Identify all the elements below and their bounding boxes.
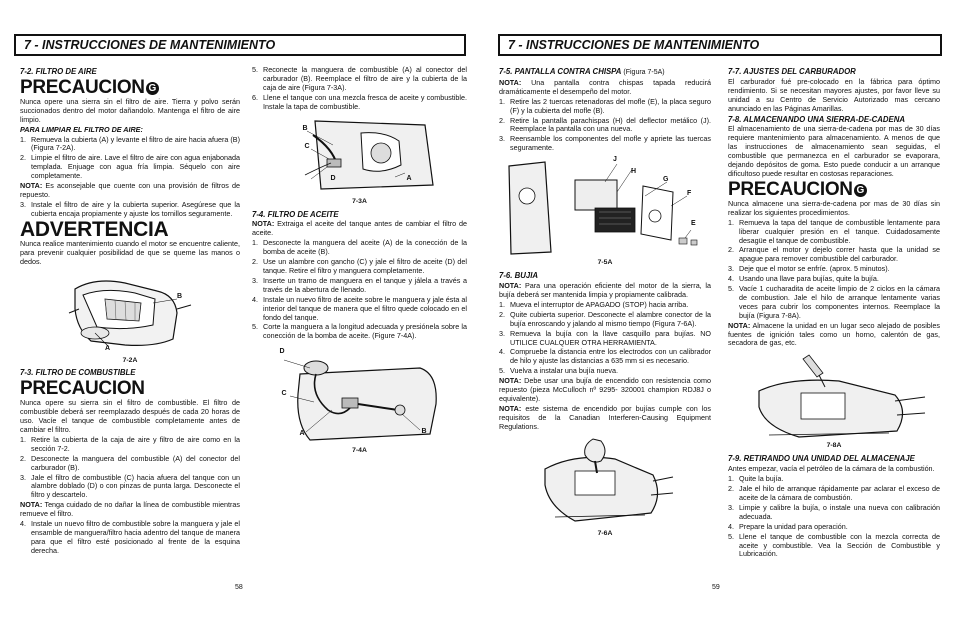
paragraph: El almacenamiento de una sierra-de-cadena por mas de 30 días requiere mantenimiento para almacenamiento. A menos de que las instrucciones de almacenamiento sean seguidas, el combustible que permanezca en el carburador se evaporara, dejando depósitos de goma. Esto puede conducir a un arranque dificultoso puede resultar en costosas reparaciones. bbox=[728, 124, 940, 178]
heading-7-2: 7-2. FILTRO DE AIRE bbox=[20, 67, 97, 76]
figure-caption: 7-8A bbox=[826, 442, 842, 450]
spark-plug-removal-illustration bbox=[535, 435, 675, 529]
paragraph: Nunca opere su sierra sin el filtro de combustible. El filtro de combustible deberá ser reemplazado después de cada 20 horas de uso. Vacíe el tanque de combustible completamente antes de cambiar el filtro. bbox=[20, 398, 240, 435]
steps-list bbox=[20, 201, 240, 219]
column-1 bbox=[20, 66, 240, 557]
steps-list bbox=[499, 301, 711, 376]
note: NOTA: Extraiga el aceite del tanque antes de cambiar el filtro de aceite. bbox=[252, 219, 467, 238]
steps-list bbox=[728, 219, 940, 321]
paragraph: El carburador fué pre-colocado en la fábrica para óptimo rendimiento. Si se necesitan mayores ajustes, por favor lleve su unidad a su Centro de Servicio Autorizado mas cercano anunciado en las Páginas Amarillas. bbox=[728, 76, 940, 113]
paragraph: Nunca almacene una sierra-de-cadena por mas de 30 días sin realizar los siguientes procedimientos. bbox=[728, 198, 940, 217]
callout-label: J bbox=[613, 156, 617, 164]
callout-label: A bbox=[406, 174, 412, 182]
callout-label: C bbox=[304, 142, 310, 150]
right-page bbox=[477, 0, 954, 618]
list-item: 1. Retire la cubierta de la caja de aire y filtro de aire como en la sección 7-2. bbox=[20, 434, 240, 453]
note: NOTA: Para una operación eficiente del motor de la sierra, la bujía deberá ser mantenida limpia y propiamente calibrada. bbox=[499, 281, 711, 299]
callout-label: C bbox=[281, 390, 287, 398]
list-item: 3. Remueva la bujía con la llave casquillo para bujías. NO UTILICE CUALQUER OTRA HERRAMIENTA. bbox=[499, 328, 711, 347]
section-banner: 7 - INSTRUCCIONES DE MANTENIMIENTO bbox=[14, 34, 466, 56]
list-item: 2. Arranque el motor y dejelo correr hasta que la unidad se apague para remover combustible del carburador. bbox=[728, 245, 940, 264]
list-item: 5. Corte la manguera a la longitud adecuada y presiónela sobre la conección de la bomba de aceite. (Figure 7-4A). bbox=[252, 322, 467, 341]
callout-label: H bbox=[631, 168, 637, 176]
note: NOTA: Una pantalla contra chispas tapada reducirá dramáticamente el desempeño del motor. bbox=[499, 77, 711, 96]
list-item: 6. Llene el tanque con una mezcla fresca de aceite y combustible. Instale la tapa de combustible. bbox=[252, 92, 467, 111]
list-item: 2. Jale el hilo de arranque rápidamente par aclarar el exceso de aceite de la cámara de combustión. bbox=[728, 484, 940, 502]
list-item: 2. Retire la pantalla parachispas (H) del deflector metálico (J). Reemplace la pantalla con una nueva. bbox=[499, 115, 711, 134]
list-item: 2. Quite cubierta superior. Desconecte el alambre conector de la bujía enroscando y jalando al mismo tiempo (Figura 7-6A). bbox=[499, 309, 711, 328]
list-item: 3. Deje que el motor se enfríe. (aprox. 5 minutos). bbox=[728, 264, 890, 274]
list-item: 4. Instale un nuevo filtro de combustible sobre la manguera y jale el ensamble de manguera/filtro hacia adentro del tanque de manera para que el filtro esté posicionado al frente de la esquina derecha. bbox=[20, 519, 240, 555]
heading-7-7: 7-7. AJUSTES DEL CARBURADOR bbox=[728, 67, 856, 76]
list-item: 4. Compruebe la distancia entre los electrodos con un calibrador de hilo y ajuste las distancias a 635 mm si es necesario. bbox=[499, 347, 711, 366]
steps-list bbox=[728, 475, 940, 559]
figure-7-6a bbox=[535, 435, 675, 539]
figure-7-5a bbox=[505, 156, 705, 268]
list-item: 3. Limpie y calibre la bujía, o instale una nueva con calibración adecuada. bbox=[728, 502, 940, 521]
callout-label: B bbox=[302, 124, 308, 132]
precaution-heading: PRECAUCION bbox=[20, 378, 145, 400]
callout-label: G bbox=[663, 176, 669, 184]
precaution-badge-icon: G bbox=[854, 184, 867, 197]
list-item: 1. Quite la bujía. bbox=[728, 474, 784, 484]
list-item: 1. Remueva la cubierta (A) y levante el filtro de aire hacia afuera (B) (Figura 7-2A). bbox=[20, 134, 240, 153]
note: NOTA: Tenga cuidado de no dañar la línea de combustible mientras remueve el filtro. bbox=[20, 500, 240, 519]
figure-caption: 7-3A bbox=[352, 197, 367, 205]
column-3 bbox=[499, 66, 711, 543]
callout-label: D bbox=[279, 348, 285, 356]
list-item: 5. Llene el tanque de combustible con la mezcla correcta de aceite y combustible. Vea la Sección de Combustible y Lubricación. bbox=[728, 531, 940, 559]
column-2 bbox=[252, 66, 467, 460]
list-item: 1. Remueva la tapa del tanque de combustible lentamente para liberar cualquier presión en el tanque. Cuidadosamente desagüe el tanque de combustible. bbox=[728, 217, 940, 245]
list-item: 2. Use un alambre con gancho (C) y jale el filtro de aceite (D) del tanque. Retire el filtro y manguera completamente. bbox=[252, 257, 467, 275]
heading-7-9: 7-9. RETIRANDO UNA UNIDAD DEL ALMACENAJE bbox=[728, 454, 915, 464]
list-item: 4. Instale un nuevo filtro de aceite sobre le manguera y jale ésta al interior del tanque de manera que el filtro quede colocado en el fondo del tanque. bbox=[252, 294, 467, 322]
chainsaw-air-filter-illustration bbox=[65, 269, 195, 355]
list-item: 3. Instale el filtro de aire y la cubierta superior. Asegúrese que la cubierta encaja propiamente y ajuste los tornillos seguramente. bbox=[20, 199, 240, 218]
paragraph: Antes empezar, vacía el petróleo de la cámara de la combustión. bbox=[728, 464, 935, 474]
list-item: 4. Usando una llave para bujías, quite la bujía. bbox=[728, 274, 879, 284]
page-number: 58 bbox=[235, 584, 243, 591]
steps-list bbox=[252, 66, 467, 112]
list-item: 5. Vacíe 1 cucharadita de aceite limpio de 2 ciclos en la cámara de combustion. Jale el hilo de arranque lentamente varias veces para cubrir los componentes internos. Reemplace la bujía (Figura 7-8A). bbox=[728, 284, 940, 320]
figure-caption: 7-4A bbox=[352, 447, 367, 455]
steps-list bbox=[252, 239, 467, 341]
list-item: 5. Reconecte la manguera de combustible (A) al conector del carburador (B). Reemplace el filtro de aire y la cubierta de la caja de aire (Figura 7-3A). bbox=[252, 65, 467, 92]
steps-list bbox=[20, 136, 240, 182]
precaution-badge-icon: G bbox=[146, 82, 159, 95]
heading-7-3: 7-3. FILTRO DE COMBUSTIBLE bbox=[20, 368, 136, 378]
callout-label: A bbox=[105, 345, 111, 353]
warning-heading: ADVERTENCIA bbox=[20, 217, 169, 241]
callout-label: A bbox=[299, 430, 305, 438]
figure-caption: 7-5A bbox=[597, 259, 613, 267]
precaution-heading: PRECAUCION G bbox=[20, 78, 240, 98]
list-item: 2. Limpie el filtro de aire. Lave el filtro de aire con agua enjabonada templada. Enjuage con agua fría limpia. Séquelo con aire completamente. bbox=[20, 153, 240, 181]
paragraph: Nunca realice mantenimiento cuando el motor se encuentre caliente, para prevenir cualquier posibilidad de que se queme las manos o dedos. bbox=[20, 238, 240, 266]
list-item: 3. Jale el filtro de combustible (C) hacia afuera del tanque con un alambre doblado (D) o con pinzas de punta larga. Desconecte el filtro y descartelo. bbox=[20, 472, 240, 500]
column-4 bbox=[728, 66, 940, 560]
spark-arrestor-illustration bbox=[505, 156, 705, 258]
storage-oil-illustration bbox=[739, 351, 929, 441]
heading-7-5: 7-5. PANTALLA CONTRA CHISPA (Figura 7-5A) bbox=[499, 67, 665, 76]
heading-7-6: 7-6. BUJIA bbox=[499, 271, 538, 281]
heading-7-4: 7-4. FILTRO DE ACEITE bbox=[252, 209, 339, 219]
note: NOTA: Almacene la unidad en un lugar seco alejado de posibles fuentes de ignición tales como un horno, calentón de gas, secadora de gas, etc. bbox=[728, 320, 940, 348]
steps-list bbox=[499, 98, 711, 153]
page-number: 59 bbox=[712, 584, 720, 591]
precaution-heading: PRECAUCION G bbox=[728, 180, 940, 200]
callout-label: E bbox=[691, 220, 696, 228]
section-banner: 7 - INSTRUCCIONES DE MANTENIMIENTO bbox=[498, 34, 942, 56]
figure-caption: 7-2A bbox=[122, 356, 138, 364]
note: NOTA: Es aconsejable que cuente con una provisión de filtros de repuesto. bbox=[20, 181, 240, 199]
paragraph: Nunca opere una sierra sin el filtro de aire. Tierra y polvo serán succionados dentro del motor dañandolo. Mantenga el filtro de aire limpio. bbox=[20, 96, 240, 124]
callout-label: F bbox=[687, 190, 692, 198]
list-item: 1. Desconecte la manguera del aceite (A) de la conección de la bomba de aceite (B). bbox=[252, 238, 467, 257]
heading-7-8: 7-8. ALMACENANDO UNA SIERRA-DE-CADENA bbox=[728, 114, 906, 124]
note: NOTA: este sistema de encendido por bujías cumple con los requisitos de la Canadian Interferen-Causing Equipment Regulations. bbox=[499, 403, 711, 431]
list-item: 5. Vuelva a instalar una bujía nueva. bbox=[499, 366, 619, 376]
list-item: 2. Desconecte la manguera del combustible (A) del conector del carburador (B). bbox=[20, 453, 240, 472]
steps-list bbox=[20, 520, 240, 556]
list-item: 3. Inserte un tramo de manguera en el tanque y jálela a través a través de la abertura de llenado. bbox=[252, 275, 467, 294]
callout-label: B bbox=[421, 428, 427, 436]
steps-list bbox=[20, 436, 240, 500]
list-item: 1. Mueva el interruptor de APAGADO (STOP) hacia arriba. bbox=[499, 299, 689, 309]
list-item: 1. Retire las 2 tuercas retenadoras del mofle (E), la placa seguro (F) y la cubierta del mofle (B). bbox=[499, 96, 711, 115]
list-item: 3. Reensamble los componentes del mofle y apriete las tuercas seguramente. bbox=[499, 134, 711, 153]
figure-7-2a bbox=[65, 269, 195, 365]
list-item: 4. Prepare la unidad para operación. bbox=[728, 521, 848, 531]
note: NOTA: Debe usar una bujía de encendido con resistencia como repuesto (pieza McCulloch nº 9295- 320001 champion RDJ8J o equivalente). bbox=[499, 376, 711, 403]
fuel-filter-illustration bbox=[275, 115, 445, 197]
figure-7-8a bbox=[739, 351, 929, 451]
figure-caption: 7-6A bbox=[597, 529, 613, 537]
callout-label: D bbox=[330, 174, 336, 182]
subheading: PARA LIMPIAR EL FILTRO DE AIRE: bbox=[20, 124, 143, 134]
figure-7-3a bbox=[275, 115, 445, 207]
figure-7-4a bbox=[270, 344, 450, 456]
callout-label: B bbox=[177, 293, 183, 301]
